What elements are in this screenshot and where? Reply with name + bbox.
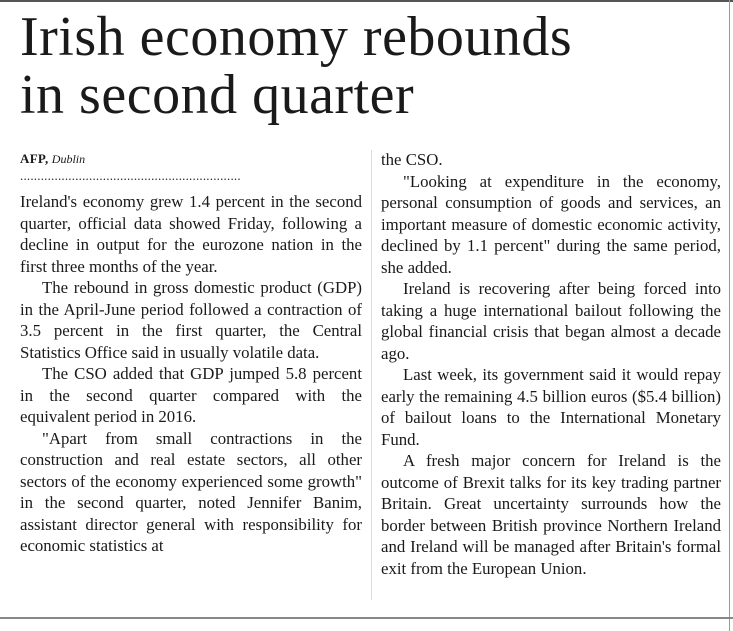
byline bbox=[20, 151, 85, 167]
headline bbox=[20, 8, 720, 124]
article-column-left bbox=[20, 191, 362, 557]
article-column-right bbox=[381, 149, 721, 579]
headline-line-1: Irish economy rebounds bbox=[20, 6, 573, 68]
paragraph: Last week, its government said it would repay early the remaining 4.5 billion euros ($5.4 billion) of bailout loans to the International Monetary Fund. bbox=[381, 365, 721, 449]
bottom-border-rule bbox=[0, 617, 733, 619]
paragraph: The rebound in gross domestic product (GDP) in the April-June period followed a contraction of 3.5 percent in the first quarter, the Central Statistics Office said in usually volatile data. bbox=[20, 278, 362, 362]
byline-agency: AFP, bbox=[20, 151, 49, 166]
right-border-rule bbox=[729, 0, 730, 631]
paragraph: "Looking at expenditure in the economy, personal consumption of goods and services, an important measure of domestic economic activity, declined by 1.1 percent" during the same period, she added. bbox=[381, 171, 721, 277]
paragraph: "Apart from small contractions in the construction and real estate sectors, all other sectors of the economy experienced some growth" in the second quarter, noted Jennifer Banim, assistant director general with responsibility for economic statistics at bbox=[20, 428, 362, 555]
paragraph: Ireland is recovering after being forced into taking a huge international bailout following the global financial crisis that began almost a decade ago. bbox=[381, 279, 721, 363]
paragraph-continuation: the CSO. bbox=[381, 150, 443, 169]
paragraph: The CSO added that GDP jumped 5.8 percent in the second quarter compared with the equivalent period in 2016. bbox=[20, 364, 362, 426]
paragraph: Ireland's economy grew 1.4 percent in the second quarter, official data showed Friday, following a decline in output for the eurozone nation in the first three months of the year. bbox=[20, 192, 362, 276]
paragraph: A fresh major concern for Ireland is the outcome of Brexit talks for its key trading partner Britain. Great uncertainty surrounds how the border between British province Northern Ireland and Ireland will be managed after Britain's formal exit from the European Union. bbox=[381, 451, 721, 578]
top-border-rule bbox=[0, 0, 733, 2]
byline-place: Dublin bbox=[51, 152, 86, 166]
column-divider bbox=[371, 150, 372, 600]
dotted-separator: ................................................................ bbox=[20, 169, 241, 183]
headline-line-2: in second quarter bbox=[20, 64, 415, 126]
